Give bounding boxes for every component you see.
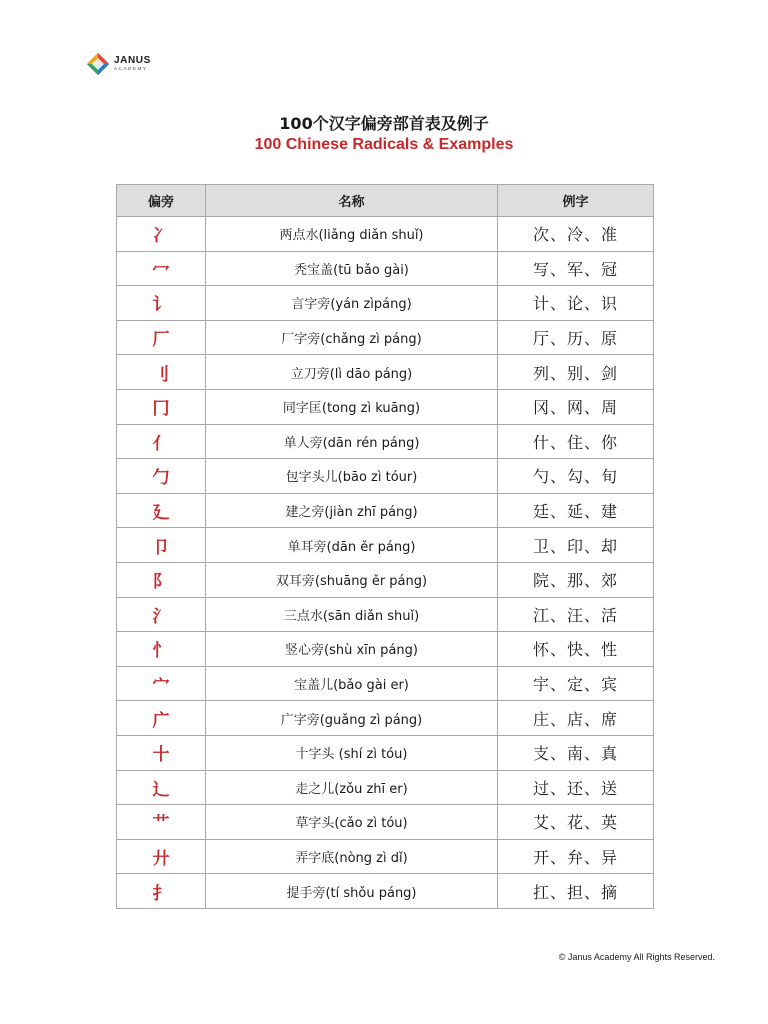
radical-cell: 讠 (117, 286, 206, 321)
table-row (117, 286, 654, 321)
example-characters-cell: 江、汪、活 (498, 597, 654, 632)
example-characters-cell: 列、别、剑 (498, 355, 654, 390)
radical-cell: 扌 (117, 874, 206, 909)
radical-name-cell: 双耳旁(shuāng ěr páng) (206, 562, 498, 597)
table-row (117, 424, 654, 459)
header-name: 名称 (206, 185, 498, 217)
radical-cell: 冫 (117, 217, 206, 252)
header-examples: 例字 (498, 185, 654, 217)
radical-name-cell: 广字旁(guǎng zì páng) (206, 701, 498, 736)
radical-name-cell: 包字头儿(bāo zì tóur) (206, 459, 498, 494)
example-characters-cell: 怀、快、性 (498, 632, 654, 667)
table-row (117, 389, 654, 424)
table-row (117, 874, 654, 909)
example-characters-cell: 开、弁、异 (498, 839, 654, 874)
example-characters-cell: 宇、定、宾 (498, 666, 654, 701)
brand-text (114, 56, 151, 72)
radical-cell: 卩 (117, 528, 206, 563)
radical-cell: 冖 (117, 251, 206, 286)
radical-name-cell: 草字头(cǎo zì tóu) (206, 805, 498, 840)
example-characters-cell: 扛、担、摘 (498, 874, 654, 909)
radical-cell: 艹 (117, 805, 206, 840)
radical-cell: 厂 (117, 320, 206, 355)
table-row (117, 770, 654, 805)
janus-diamond-logo-icon (86, 52, 110, 76)
radical-cell: 廾 (117, 839, 206, 874)
table-row (117, 459, 654, 494)
radical-name-cell: 弄字底(nòng zì dǐ) (206, 839, 498, 874)
radical-cell: 辶 (117, 770, 206, 805)
radical-cell: 阝 (117, 562, 206, 597)
table-row (117, 251, 654, 286)
radical-name-cell: 竖心旁(shù xīn páng) (206, 632, 498, 667)
example-characters-cell: 支、南、真 (498, 735, 654, 770)
radical-name-cell: 言字旁(yán zìpáng) (206, 286, 498, 321)
radical-name-cell: 建之旁(jiàn zhī páng) (206, 493, 498, 528)
radical-name-cell: 立刀旁(lì dāo páng) (206, 355, 498, 390)
brand-logo (86, 52, 151, 76)
radicals-table (116, 184, 654, 909)
example-characters-cell: 厅、历、原 (498, 320, 654, 355)
table-row (117, 217, 654, 252)
example-characters-cell: 次、冷、准 (498, 217, 654, 252)
radical-name-cell: 宝盖儿(bǎo gài er) (206, 666, 498, 701)
example-characters-cell: 院、那、郊 (498, 562, 654, 597)
radical-name-cell: 厂字旁(chǎng zì páng) (206, 320, 498, 355)
radical-name-cell: 提手旁(tí shǒu páng) (206, 874, 498, 909)
table-row (117, 666, 654, 701)
page-title-chinese: 100个汉字偏旁部首表及例子 (279, 114, 489, 133)
example-characters-cell: 卫、印、却 (498, 528, 654, 563)
table-row (117, 805, 654, 840)
table-row (117, 320, 654, 355)
table-row (117, 839, 654, 874)
example-characters-cell: 艾、花、英 (498, 805, 654, 840)
radical-cell: 廴 (117, 493, 206, 528)
table-row (117, 735, 654, 770)
example-characters-cell: 计、论、识 (498, 286, 654, 321)
table-row (117, 528, 654, 563)
example-characters-cell: 勺、勾、旬 (498, 459, 654, 494)
copyright-footer: © Janus Academy All Rights Reserved. (558, 952, 715, 962)
example-characters-cell: 冈、网、周 (498, 389, 654, 424)
table-header-row (117, 185, 654, 217)
table-row (117, 562, 654, 597)
table-row (117, 493, 654, 528)
table-row (117, 597, 654, 632)
page-title-english: 100 Chinese Radicals & Examples (254, 136, 514, 153)
example-characters-cell: 庄、店、席 (498, 701, 654, 736)
radical-cell: 忄 (117, 632, 206, 667)
radical-cell: 宀 (117, 666, 206, 701)
table-row (117, 701, 654, 736)
example-characters-cell: 过、还、送 (498, 770, 654, 805)
radical-name-cell: 十字头 (shí zì tóu) (206, 735, 498, 770)
radical-name-cell: 单人旁(dān rén páng) (206, 424, 498, 459)
radical-name-cell: 同字匡(tong zì kuāng) (206, 389, 498, 424)
radical-name-cell: 两点水(liǎng diǎn shuǐ) (206, 217, 498, 252)
radical-cell: 广 (117, 701, 206, 736)
example-characters-cell: 什、住、你 (498, 424, 654, 459)
brand-sub: ACADEMY (114, 66, 148, 72)
radical-cell: 十 (117, 735, 206, 770)
brand-name: JANUS (114, 55, 151, 67)
table-row (117, 355, 654, 390)
radical-name-cell: 走之儿(zǒu zhī er) (206, 770, 498, 805)
radical-name-cell: 单耳旁(dān ěr páng) (206, 528, 498, 563)
example-characters-cell: 写、军、冠 (498, 251, 654, 286)
example-characters-cell: 廷、延、建 (498, 493, 654, 528)
radical-cell: 亻 (117, 424, 206, 459)
radical-cell: 氵 (117, 597, 206, 632)
radical-cell: 冂 (117, 389, 206, 424)
table-body (117, 217, 654, 909)
radical-cell: 勹 (117, 459, 206, 494)
table-row (117, 632, 654, 667)
radical-cell: 刂 (117, 355, 206, 390)
radical-name-cell: 秃宝盖(tū bǎo gài) (206, 251, 498, 286)
radical-name-cell: 三点水(sān diǎn shuǐ) (206, 597, 498, 632)
header-radical: 偏旁 (117, 185, 206, 217)
